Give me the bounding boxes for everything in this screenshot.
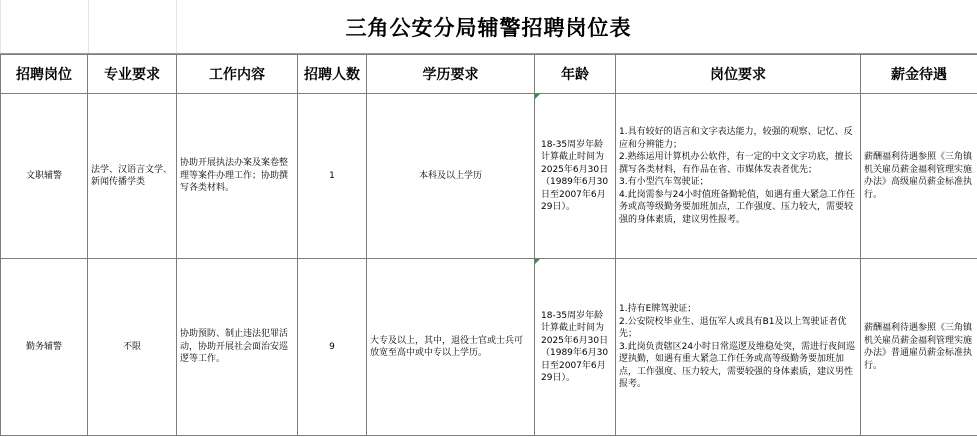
cell-work[interactable]: 协助预防、制止违法犯罪活动，协助开展社会面治安巡逻等工作。: [177, 259, 298, 436]
cell-age[interactable]: 18-35周岁年龄计算截止时间为2025年6月30日（1989年6月30日至2007年6月29日）。: [535, 94, 616, 259]
header-requirements[interactable]: 岗位要求: [616, 55, 861, 94]
table-row: [1, 94, 977, 259]
recruitment-table: [0, 54, 977, 436]
header-work[interactable]: 工作内容: [177, 55, 298, 94]
header-salary[interactable]: 薪金待遇: [861, 55, 977, 94]
cell-count[interactable]: 9: [298, 259, 367, 436]
page-title: 三角公安分局辅警招聘岗位表: [345, 15, 632, 40]
header-position[interactable]: 招聘岗位: [1, 55, 88, 94]
cell-major[interactable]: 不限: [88, 259, 177, 436]
cell-count[interactable]: 1: [298, 94, 367, 259]
cell-salary[interactable]: 薪酬福利待遇参照《三角镇机关雇员薪金福利管理实施办法》普通雇员薪金标准执行。: [861, 259, 977, 436]
cell-position[interactable]: 勤务辅警: [1, 259, 88, 436]
title-row: [0, 0, 977, 54]
table-row: [1, 259, 977, 436]
cell-work[interactable]: 协助开展执法办案及案卷整理等案件办理工作；协助撰写各类材料。: [177, 94, 298, 259]
requirement-item: 1.持有E牌驾驶证；: [619, 304, 697, 315]
header-row: [1, 55, 977, 94]
cell-position[interactable]: 文职辅警: [1, 94, 88, 259]
cell-education[interactable]: 本科及以上学历: [367, 94, 535, 259]
header-count[interactable]: 招聘人数: [298, 55, 367, 94]
requirement-item: 3.有小型汽车驾驶证；: [619, 177, 709, 187]
header-education[interactable]: 学历要求: [367, 55, 535, 94]
cell-requirements[interactable]: [616, 259, 861, 436]
requirement-item: 2.公安院校毕业生、退伍军人或具有B1及以上驾驶证者优先；: [619, 316, 847, 340]
header-major[interactable]: 专业要求: [88, 55, 177, 94]
cell-major[interactable]: 法学、汉语言文学、新闻传播学类: [88, 94, 177, 259]
requirement-item: 4.此岗需参与24小时值班备勤轮值，如遇有重大紧急工作任务或高等级勤务要加班加点，工作强度、压力较大，需要较强的身体素质，建议男性报考。: [619, 189, 856, 225]
cell-salary[interactable]: 薪酬福利待遇参照《三角镇机关雇员薪金福利管理实施办法》高级雇员薪金标准执行。: [861, 94, 977, 259]
requirement-item: 3.此岗负责辖区24小时日常巡逻及维稳处突，需进行夜间巡逻执勤，如遇有重大紧急工作任务或高等级勤务要加班加点，工作强度、压力较大，需要较强的身体素质，建议男性报考。: [619, 341, 856, 390]
requirement-item: 2.熟练运用计算机办公软件，有一定的中文文字功底，擅长撰写各类材料，有作品在省、市媒体发表者优先；: [619, 152, 853, 175]
cell-education[interactable]: 大专及以上，其中，退役士官或士兵可放宽至高中或中专以上学历。: [367, 259, 535, 436]
cell-requirements[interactable]: [616, 94, 861, 259]
cell-age[interactable]: 18-35周岁年龄计算截止时间为2025年6月30日（1989年6月30日至2007年6月29日）。: [535, 259, 616, 436]
header-age[interactable]: 年龄: [535, 55, 616, 94]
requirement-item: 1.具有较好的语言和文字表达能力，较强的观察、记忆、反应和分辨能力；: [619, 127, 853, 150]
